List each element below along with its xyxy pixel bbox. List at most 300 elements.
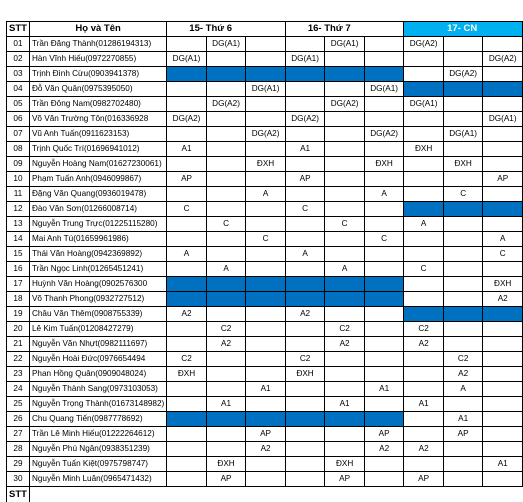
cell-shift[interactable] [246, 277, 286, 292]
cell-shift[interactable] [167, 292, 207, 307]
cell-shift[interactable] [325, 232, 365, 247]
cell-shift[interactable] [246, 217, 286, 232]
cell-name[interactable]: Trịnh Quốc Trí(01696941012) [29, 142, 166, 157]
cell-shift[interactable]: A [404, 217, 444, 232]
cell-shift[interactable] [483, 322, 523, 337]
cell-shift[interactable]: DG(A2) [167, 112, 207, 127]
cell-shift[interactable] [483, 337, 523, 352]
cell-shift[interactable] [364, 52, 404, 67]
cell-shift[interactable] [364, 277, 404, 292]
cell-stt[interactable]: 11 [7, 187, 30, 202]
cell-shift[interactable]: AP [483, 172, 523, 187]
cell-name[interactable]: Hàn Vĩnh Hiếu(0972270855) [29, 52, 166, 67]
cell-shift[interactable] [206, 427, 246, 442]
cell-stt[interactable]: 06 [7, 112, 30, 127]
cell-shift[interactable]: AP [167, 172, 207, 187]
cell-shift[interactable] [167, 232, 207, 247]
cell-name[interactable]: Huỳnh Văn Hoàng(0902576300 [29, 277, 166, 292]
cell-shift[interactable] [246, 292, 286, 307]
cell-stt[interactable]: 13 [7, 217, 30, 232]
cell-shift[interactable] [285, 157, 325, 172]
cell-name[interactable]: Trần Đông Nam(0982702480) [29, 97, 166, 112]
cell-shift[interactable] [206, 382, 246, 397]
cell-shift[interactable] [404, 232, 444, 247]
cell-shift[interactable] [404, 292, 444, 307]
cell-shift[interactable] [206, 367, 246, 382]
cell-name[interactable]: Nguyễn Trung Trực(01225115280) [29, 217, 166, 232]
cell-shift[interactable] [483, 367, 523, 382]
cell-shift[interactable]: C [325, 217, 365, 232]
cell-shift[interactable] [325, 187, 365, 202]
cell-shift[interactable]: DG(A1) [483, 112, 523, 127]
cell-shift[interactable] [483, 157, 523, 172]
cell-shift[interactable]: C2 [285, 352, 325, 367]
cell-shift[interactable] [167, 157, 207, 172]
cell-shift[interactable] [246, 172, 286, 187]
cell-shift[interactable] [483, 127, 523, 142]
cell-shift[interactable] [206, 52, 246, 67]
cell-shift[interactable] [206, 277, 246, 292]
cell-shift[interactable]: AP [325, 472, 365, 487]
cell-shift[interactable] [364, 352, 404, 367]
cell-shift[interactable] [167, 337, 207, 352]
cell-shift[interactable] [404, 82, 444, 97]
header-name[interactable]: Họ và Tên [29, 22, 166, 37]
cell-shift[interactable] [404, 172, 444, 187]
cell-shift[interactable]: ĐXH [483, 277, 523, 292]
cell-shift[interactable] [206, 142, 246, 157]
cell-shift[interactable] [483, 442, 523, 457]
cell-shift[interactable]: C [246, 232, 286, 247]
cell-shift[interactable] [443, 277, 483, 292]
cell-shift[interactable] [364, 202, 404, 217]
cell-stt[interactable]: 25 [7, 397, 30, 412]
cell-shift[interactable]: C [206, 217, 246, 232]
cell-stt[interactable]: 17 [7, 277, 30, 292]
cell-shift[interactable] [443, 232, 483, 247]
cell-name[interactable]: Trần Đăng Thành(01286194313) [29, 37, 166, 52]
cell-shift[interactable] [206, 172, 246, 187]
cell-stt[interactable]: 18 [7, 292, 30, 307]
cell-stt[interactable]: 23 [7, 367, 30, 382]
cell-shift[interactable]: DG(A1) [246, 82, 286, 97]
cell-shift[interactable]: C2 [443, 352, 483, 367]
cell-name[interactable]: Nguyễn Tuấn Kiệt(0975798747) [29, 457, 166, 472]
cell-shift[interactable]: ĐXH [364, 157, 404, 172]
cell-shift[interactable]: A [364, 187, 404, 202]
cell-shift[interactable] [404, 187, 444, 202]
cell-stt[interactable]: 05 [7, 97, 30, 112]
cell-stt[interactable]: 03 [7, 67, 30, 82]
cell-shift[interactable] [325, 292, 365, 307]
cell-shift[interactable] [167, 427, 207, 442]
cell-shift[interactable] [483, 352, 523, 367]
cell-shift[interactable] [443, 52, 483, 67]
cell-shift[interactable] [167, 97, 207, 112]
cell-shift[interactable] [325, 367, 365, 382]
cell-shift[interactable] [443, 322, 483, 337]
cell-shift[interactable] [167, 382, 207, 397]
cell-stt[interactable]: 08 [7, 142, 30, 157]
cell-shift[interactable] [443, 307, 483, 322]
cell-shift[interactable]: ĐXH [404, 142, 444, 157]
cell-shift[interactable] [483, 397, 523, 412]
cell-name[interactable]: Nguyễn Hoàng Nam(01627230061) [29, 157, 166, 172]
cell-shift[interactable]: DG(A1) [404, 97, 444, 112]
cell-shift[interactable]: A [206, 262, 246, 277]
cell-shift[interactable]: A2 [443, 367, 483, 382]
cell-shift[interactable] [325, 412, 365, 427]
cell-shift[interactable]: ĐXH [325, 457, 365, 472]
cell-stt[interactable]: 02 [7, 52, 30, 67]
cell-stt[interactable]: 22 [7, 352, 30, 367]
cell-shift[interactable] [404, 382, 444, 397]
cell-shift[interactable] [404, 307, 444, 322]
cell-shift[interactable]: C2 [325, 322, 365, 337]
cell-shift[interactable] [364, 337, 404, 352]
cell-stt[interactable]: 16 [7, 262, 30, 277]
cell-shift[interactable] [364, 37, 404, 52]
cell-shift[interactable] [483, 217, 523, 232]
cell-shift[interactable] [325, 247, 365, 262]
cell-shift[interactable] [167, 127, 207, 142]
header-day-3[interactable]: 17- CN [404, 22, 523, 37]
cell-shift[interactable] [364, 247, 404, 262]
cell-stt[interactable]: 14 [7, 232, 30, 247]
cell-shift[interactable] [364, 307, 404, 322]
cell-shift[interactable] [206, 247, 246, 262]
cell-shift[interactable] [483, 427, 523, 442]
cell-name[interactable]: Đặng Văn Quang(0936019478) [29, 187, 166, 202]
cell-shift[interactable] [246, 142, 286, 157]
cell-shift[interactable] [167, 217, 207, 232]
cell-shift[interactable] [364, 367, 404, 382]
cell-shift[interactable]: A1 [483, 457, 523, 472]
cell-shift[interactable] [285, 472, 325, 487]
cell-shift[interactable]: A1 [364, 382, 404, 397]
cell-shift[interactable]: C2 [167, 352, 207, 367]
cell-shift[interactable] [443, 172, 483, 187]
cell-name[interactable]: Trần Lê Minh Hiếu(01222264612) [29, 427, 166, 442]
cell-shift[interactable] [325, 157, 365, 172]
cell-shift[interactable] [285, 37, 325, 52]
cell-shift[interactable] [443, 262, 483, 277]
cell-name[interactable]: Trần Ngọc Linh(01265451241) [29, 262, 166, 277]
cell-stt[interactable]: 01 [7, 37, 30, 52]
cell-stt[interactable]: 28 [7, 442, 30, 457]
cell-shift[interactable] [325, 112, 365, 127]
cell-shift[interactable] [483, 307, 523, 322]
cell-shift[interactable]: ĐXH [246, 157, 286, 172]
cell-name[interactable]: Nguyễn Trọng Thành(01673148982) [29, 397, 166, 412]
cell-shift[interactable] [167, 472, 207, 487]
cell-name[interactable]: Thái Văn Hoàng(0942369892) [29, 247, 166, 262]
cell-shift[interactable] [285, 442, 325, 457]
cell-shift[interactable] [206, 352, 246, 367]
cell-shift[interactable]: DG(A1) [206, 37, 246, 52]
cell-name[interactable]: Võ Văn Trường Tôn(016336928 [29, 112, 166, 127]
cell-shift[interactable]: DG(A2) [483, 52, 523, 67]
cell-shift[interactable]: C [285, 202, 325, 217]
cell-shift[interactable] [443, 97, 483, 112]
cell-shift[interactable] [206, 442, 246, 457]
cell-shift[interactable] [443, 337, 483, 352]
cell-shift[interactable] [404, 52, 444, 67]
cell-shift[interactable]: AP [364, 427, 404, 442]
cell-shift[interactable] [167, 322, 207, 337]
cell-shift[interactable] [404, 367, 444, 382]
cell-shift[interactable]: C [443, 187, 483, 202]
cell-shift[interactable] [325, 442, 365, 457]
cell-shift[interactable] [483, 97, 523, 112]
cell-shift[interactable] [246, 52, 286, 67]
footer-stt[interactable]: STT [7, 487, 30, 502]
cell-stt[interactable]: 15 [7, 247, 30, 262]
cell-shift[interactable]: C [364, 232, 404, 247]
cell-stt[interactable]: 24 [7, 382, 30, 397]
cell-shift[interactable]: AP [443, 427, 483, 442]
cell-shift[interactable] [443, 142, 483, 157]
cell-shift[interactable]: A [483, 232, 523, 247]
cell-shift[interactable] [206, 157, 246, 172]
cell-shift[interactable] [246, 67, 286, 82]
header-day-2[interactable]: 16- Thứ 7 [285, 22, 404, 37]
cell-shift[interactable] [443, 292, 483, 307]
cell-shift[interactable] [246, 307, 286, 322]
cell-shift[interactable]: A1 [443, 412, 483, 427]
cell-shift[interactable] [246, 337, 286, 352]
cell-shift[interactable]: A2 [167, 307, 207, 322]
cell-shift[interactable]: DG(A2) [246, 127, 286, 142]
cell-shift[interactable] [285, 82, 325, 97]
cell-shift[interactable]: DG(A1) [364, 82, 404, 97]
cell-name[interactable]: Chu Quang Tiến(0987778692) [29, 412, 166, 427]
cell-shift[interactable] [364, 412, 404, 427]
cell-stt[interactable]: 09 [7, 157, 30, 172]
cell-shift[interactable] [167, 277, 207, 292]
cell-name[interactable]: Phạm Tuấn Anh(0946099867) [29, 172, 166, 187]
cell-stt[interactable]: 12 [7, 202, 30, 217]
cell-shift[interactable] [364, 67, 404, 82]
cell-stt[interactable]: 10 [7, 172, 30, 187]
cell-shift[interactable]: DG(A1) [325, 37, 365, 52]
cell-shift[interactable] [443, 397, 483, 412]
cell-shift[interactable] [483, 382, 523, 397]
cell-shift[interactable] [206, 232, 246, 247]
cell-shift[interactable] [404, 457, 444, 472]
cell-shift[interactable]: C [404, 262, 444, 277]
cell-shift[interactable]: DG(A2) [364, 127, 404, 142]
cell-shift[interactable]: DG(A2) [404, 37, 444, 52]
cell-shift[interactable] [167, 262, 207, 277]
cell-name[interactable]: Phan Hồng Quân(0909048024) [29, 367, 166, 382]
cell-shift[interactable] [246, 457, 286, 472]
cell-shift[interactable] [285, 412, 325, 427]
cell-shift[interactable] [285, 397, 325, 412]
cell-shift[interactable] [167, 67, 207, 82]
cell-shift[interactable]: AP [404, 472, 444, 487]
cell-shift[interactable] [325, 127, 365, 142]
cell-shift[interactable] [285, 187, 325, 202]
cell-shift[interactable]: C2 [404, 322, 444, 337]
cell-shift[interactable] [206, 112, 246, 127]
cell-shift[interactable] [325, 202, 365, 217]
cell-shift[interactable] [364, 457, 404, 472]
cell-shift[interactable] [364, 217, 404, 232]
cell-shift[interactable]: A1 [404, 397, 444, 412]
header-day-1[interactable]: 15- Thứ 6 [167, 22, 286, 37]
cell-shift[interactable]: A [167, 247, 207, 262]
cell-shift[interactable] [325, 67, 365, 82]
cell-name[interactable]: Nguyễn Minh Luân(0965471432) [29, 472, 166, 487]
cell-shift[interactable] [443, 82, 483, 97]
cell-shift[interactable]: A1 [246, 382, 286, 397]
cell-shift[interactable] [206, 202, 246, 217]
header-stt[interactable]: STT [7, 22, 30, 37]
cell-shift[interactable] [364, 97, 404, 112]
cell-shift[interactable] [443, 247, 483, 262]
cell-shift[interactable]: ĐXH [167, 367, 207, 382]
cell-stt[interactable]: 29 [7, 457, 30, 472]
cell-shift[interactable] [285, 67, 325, 82]
cell-shift[interactable]: DG(A1) [285, 52, 325, 67]
cell-shift[interactable] [285, 337, 325, 352]
cell-shift[interactable]: A2 [404, 442, 444, 457]
cell-shift[interactable] [404, 247, 444, 262]
cell-shift[interactable] [167, 397, 207, 412]
cell-shift[interactable] [364, 172, 404, 187]
cell-shift[interactable]: DG(A2) [325, 97, 365, 112]
cell-shift[interactable] [443, 472, 483, 487]
cell-shift[interactable] [483, 37, 523, 52]
cell-shift[interactable] [443, 457, 483, 472]
cell-name[interactable]: Đào Văn Sơn(01266008714) [29, 202, 166, 217]
cell-shift[interactable]: C [483, 247, 523, 262]
cell-shift[interactable] [404, 277, 444, 292]
cell-shift[interactable] [246, 397, 286, 412]
cell-shift[interactable] [285, 127, 325, 142]
cell-shift[interactable] [325, 307, 365, 322]
cell-shift[interactable] [483, 67, 523, 82]
cell-shift[interactable]: A1 [167, 142, 207, 157]
cell-shift[interactable] [167, 457, 207, 472]
cell-shift[interactable]: DG(A1) [167, 52, 207, 67]
cell-shift[interactable] [404, 112, 444, 127]
cell-stt[interactable]: 20 [7, 322, 30, 337]
cell-shift[interactable] [167, 412, 207, 427]
cell-shift[interactable] [404, 157, 444, 172]
cell-name[interactable]: Đỗ Văn Quân(0975395050) [29, 82, 166, 97]
cell-stt[interactable]: 04 [7, 82, 30, 97]
cell-shift[interactable] [364, 142, 404, 157]
cell-shift[interactable]: DG(A1) [443, 127, 483, 142]
cell-shift[interactable]: A2 [206, 337, 246, 352]
cell-name[interactable]: Lê Kim Tuấn(01208427279) [29, 322, 166, 337]
cell-shift[interactable] [285, 262, 325, 277]
cell-shift[interactable] [443, 112, 483, 127]
cell-shift[interactable] [206, 292, 246, 307]
cell-shift[interactable]: A [246, 187, 286, 202]
cell-shift[interactable]: AP [285, 172, 325, 187]
cell-shift[interactable] [325, 427, 365, 442]
cell-shift[interactable]: DG(A2) [206, 97, 246, 112]
cell-shift[interactable] [285, 457, 325, 472]
cell-shift[interactable] [285, 322, 325, 337]
cell-name[interactable]: Vũ Anh Tuấn(0911623153) [29, 127, 166, 142]
cell-name[interactable]: Nguyễn Thành Sang(0973103053) [29, 382, 166, 397]
cell-shift[interactable] [364, 292, 404, 307]
cell-shift[interactable] [285, 217, 325, 232]
cell-shift[interactable] [246, 202, 286, 217]
cell-shift[interactable] [167, 82, 207, 97]
cell-shift[interactable]: A [325, 262, 365, 277]
cell-shift[interactable] [364, 472, 404, 487]
cell-shift[interactable]: A2 [246, 442, 286, 457]
cell-shift[interactable] [246, 247, 286, 262]
cell-shift[interactable] [325, 172, 365, 187]
cell-shift[interactable]: A [285, 247, 325, 262]
cell-shift[interactable] [404, 352, 444, 367]
cell-name[interactable]: Nguyễn Hoài Đức(0976654494 [29, 352, 166, 367]
cell-shift[interactable]: AP [246, 427, 286, 442]
cell-shift[interactable] [483, 187, 523, 202]
cell-shift[interactable] [206, 412, 246, 427]
cell-shift[interactable] [364, 397, 404, 412]
cell-shift[interactable] [167, 442, 207, 457]
cell-shift[interactable]: A2 [364, 442, 404, 457]
cell-shift[interactable] [285, 427, 325, 442]
cell-stt[interactable]: 30 [7, 472, 30, 487]
cell-shift[interactable]: DG(A2) [285, 112, 325, 127]
cell-name[interactable]: Châu Văn Thêm(0908755339) [29, 307, 166, 322]
cell-shift[interactable] [443, 37, 483, 52]
cell-shift[interactable] [443, 202, 483, 217]
cell-shift[interactable]: A [443, 382, 483, 397]
cell-shift[interactable] [285, 292, 325, 307]
cell-shift[interactable] [246, 322, 286, 337]
cell-shift[interactable]: A1 [206, 397, 246, 412]
cell-shift[interactable] [404, 127, 444, 142]
cell-stt[interactable]: 19 [7, 307, 30, 322]
cell-shift[interactable]: A2 [285, 307, 325, 322]
cell-name[interactable]: Nguyễn Văn Nhựt(0982111697) [29, 337, 166, 352]
cell-name[interactable]: Trịnh Đình Cừu(0903941378) [29, 67, 166, 82]
cell-shift[interactable] [167, 187, 207, 202]
cell-shift[interactable] [483, 472, 523, 487]
cell-name[interactable]: Mai Anh Tú(01659961986) [29, 232, 166, 247]
cell-shift[interactable]: DG(A2) [443, 67, 483, 82]
cell-shift[interactable]: ĐXH [285, 367, 325, 382]
cell-stt[interactable]: 21 [7, 337, 30, 352]
cell-shift[interactable]: C [167, 202, 207, 217]
cell-name[interactable]: Nguyễn Phú Ngân(0938351239) [29, 442, 166, 457]
cell-shift[interactable]: AP [206, 472, 246, 487]
cell-shift[interactable] [246, 367, 286, 382]
cell-shift[interactable] [206, 307, 246, 322]
cell-shift[interactable] [285, 232, 325, 247]
cell-shift[interactable] [404, 202, 444, 217]
cell-shift[interactable]: ĐXH [443, 157, 483, 172]
cell-stt[interactable]: 27 [7, 427, 30, 442]
cell-shift[interactable] [325, 52, 365, 67]
cell-shift[interactable] [404, 427, 444, 442]
cell-shift[interactable]: ĐXH [206, 457, 246, 472]
cell-shift[interactable] [325, 382, 365, 397]
cell-shift[interactable] [206, 187, 246, 202]
cell-shift[interactable] [483, 82, 523, 97]
cell-shift[interactable] [246, 262, 286, 277]
cell-shift[interactable]: A2 [483, 292, 523, 307]
